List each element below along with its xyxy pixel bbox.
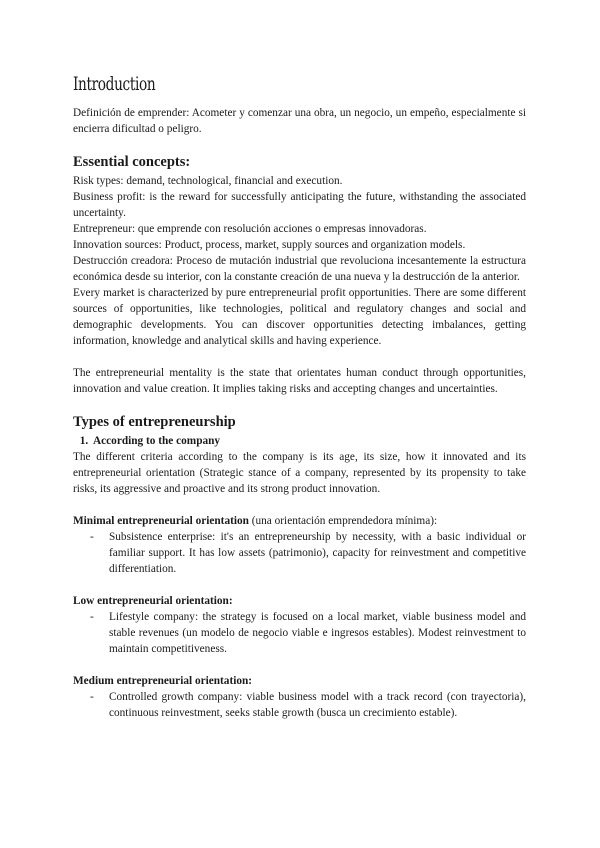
concept-market-opportunities: Every market is characterized by pure entrepreneurial profit opportunities. There are some different sources of opportunities, like technologies, political and regulatory changes and social and demographic developments. You can discover opportunities detecting imbalances, getting information, knowledge and analytical skills and having experience. bbox=[73, 287, 526, 347]
subsistence-enterprise-text: Subsistence enterprise: it's an entrepreneurship by necessity, with a basic individual or familiar support. It has low assets (patrimonio), capacity for reinvestment and competitive differentiation. bbox=[109, 531, 526, 575]
concept-business-profit: Business profit: is the reward for successfully anticipating the future, withstanding the associated uncertainty. bbox=[73, 191, 526, 219]
low-orientation-list bbox=[73, 609, 526, 657]
dash-marker: - bbox=[90, 611, 94, 623]
concept-entrepreneur: Entrepreneur: que emprende con resolución acciones o empresas innovadoras. bbox=[73, 223, 427, 235]
list-item bbox=[73, 689, 526, 721]
document-page bbox=[73, 72, 526, 721]
list-item bbox=[73, 529, 526, 577]
medium-orientation-heading: Medium entrepreneurial orientation: bbox=[73, 675, 253, 687]
minimal-orientation-label: Minimal entrepreneurial orientation bbox=[73, 515, 249, 527]
medium-orientation-list bbox=[73, 689, 526, 721]
concept-innovation-sources: Innovation sources: Product, process, market, supply sources and organization models. bbox=[73, 239, 466, 251]
concept-risk-types: Risk types: demand, technological, financial and execution. bbox=[73, 175, 343, 187]
concept-destruccion-creadora: Destrucción creadora: Proceso de mutación industrial que revoluciona incesantemente la estructura económica desde su interior, con la constante creación de una nueva y la destrucción de la anterior. bbox=[73, 255, 526, 283]
minimal-orientation-list bbox=[73, 529, 526, 577]
dash-marker: - bbox=[90, 691, 94, 703]
minimal-orientation-heading bbox=[73, 513, 526, 529]
essential-concepts-heading: Essential concepts: bbox=[73, 154, 191, 170]
minimal-orientation-note: (una orientación emprendedora mínima): bbox=[248, 515, 438, 527]
intro-paragraph: Definición de emprender: Acometer y comenzar una obra, un negocio, un empeño, especialmente si encierra dificultad o peligro. bbox=[73, 107, 526, 135]
types-list bbox=[73, 433, 526, 449]
controlled-growth-company-text: Controlled growth company: viable business model with a track record (con trayectoria), continuous reinvestment, seeks stable growth (busca un crecimiento estable). bbox=[109, 691, 526, 719]
low-orientation-heading: Low entrepreneurial orientation: bbox=[73, 595, 233, 607]
types-heading: Types of entrepreneurship bbox=[73, 414, 236, 430]
types-item-according-to-company: 1. According to the company bbox=[91, 433, 526, 449]
page-title: Introduction bbox=[73, 73, 156, 95]
according-to-company-paragraph: The different criteria according to the company is its age, its size, how it innovated and its entrepreneurial orientation (Strategic stance of a company, represented by its propensity to take risks, its aggressive and proactive and its strong product innovation. bbox=[73, 451, 526, 495]
lifestyle-company-text: Lifestyle company: the strategy is focused on a local market, viable business model and stable revenues (un modelo de negocio viable e ingresos estables). Modest reinvestment to maintain competitiveness. bbox=[109, 611, 526, 655]
entrepreneurial-mentality-paragraph: The entrepreneurial mentality is the state that orientates human conduct through opportunities, innovation and value creation. It implies taking risks and accepting changes and uncertainties. bbox=[73, 367, 526, 395]
dash-marker: - bbox=[90, 531, 94, 543]
list-item bbox=[73, 609, 526, 657]
